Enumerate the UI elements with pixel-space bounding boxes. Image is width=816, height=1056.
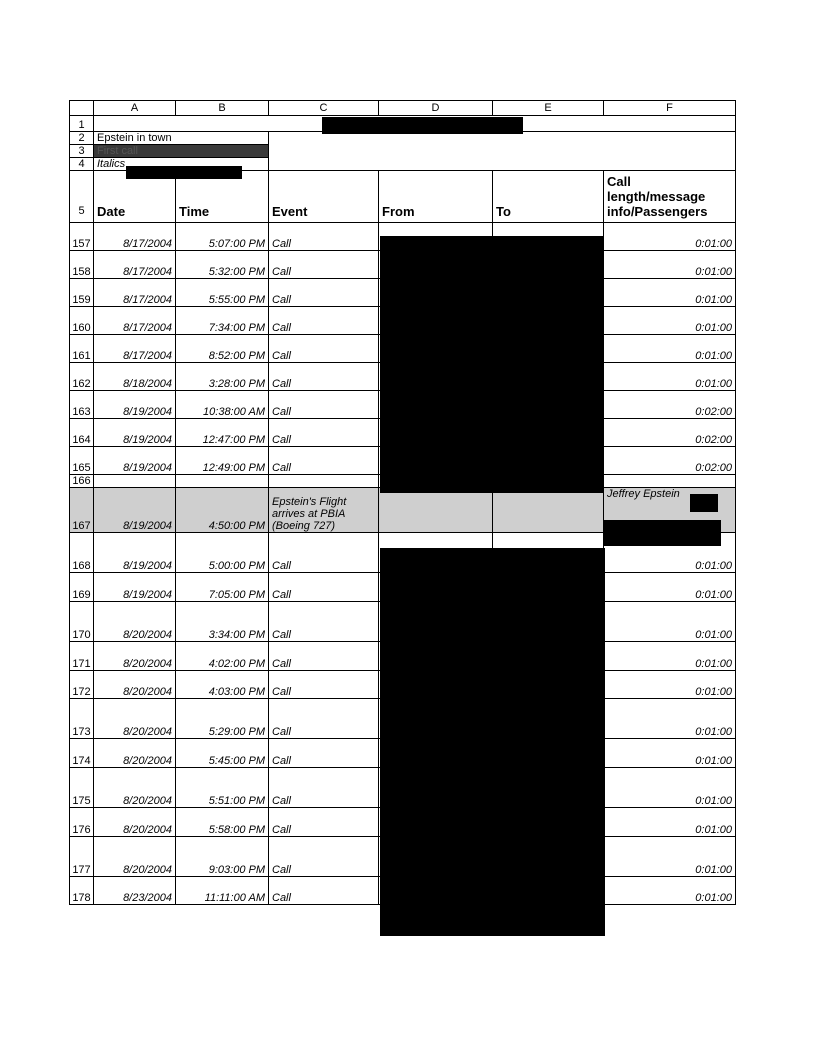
redaction-passenger-2 (603, 520, 721, 546)
redaction-legend (126, 166, 242, 179)
column-letter: A (94, 101, 176, 116)
redaction-passenger-1 (690, 494, 718, 512)
event-cell: Call (269, 533, 379, 573)
event-cell (269, 475, 379, 488)
date-cell: 8/20/2004 (94, 768, 176, 808)
row-number: 159 (70, 279, 94, 307)
date-cell: 8/19/2004 (94, 533, 176, 573)
redaction-from-to-block-2 (380, 548, 605, 936)
row-number: 174 (70, 739, 94, 768)
length-cell: 0:01:00 (604, 223, 736, 251)
date-cell: 8/17/2004 (94, 279, 176, 307)
time-cell: 5:07:00 PM (176, 223, 269, 251)
event-cell: Call (269, 877, 379, 905)
redaction-title (322, 117, 523, 134)
row-number: 172 (70, 671, 94, 699)
event-cell: Call (269, 602, 379, 642)
event-cell: Epstein's Flight arrives at PBIA (Boeing 727) (269, 488, 379, 533)
date-cell: 8/19/2004 (94, 447, 176, 475)
row-number: 164 (70, 419, 94, 447)
length-cell: 0:01:00 (604, 363, 736, 391)
row-number: 175 (70, 768, 94, 808)
event-cell: Call (269, 419, 379, 447)
row-number: 167 (70, 488, 94, 533)
row-number: 162 (70, 363, 94, 391)
length-cell: 0:01:00 (604, 533, 736, 573)
length-cell: 0:01:00 (604, 307, 736, 335)
length-cell: 0:01:00 (604, 739, 736, 768)
date-cell: 8/20/2004 (94, 642, 176, 671)
time-cell: 3:34:00 PM (176, 602, 269, 642)
row-number: 168 (70, 533, 94, 573)
date-cell: 8/19/2004 (94, 391, 176, 419)
header-call-length: Call length/message info/Passengers (604, 171, 736, 223)
row-number: 177 (70, 837, 94, 877)
legend-first-call: First call (94, 145, 269, 158)
length-cell: 0:01:00 (604, 671, 736, 699)
time-cell: 3:28:00 PM (176, 363, 269, 391)
event-cell: Call (269, 768, 379, 808)
time-cell: 4:02:00 PM (176, 642, 269, 671)
event-cell: Call (269, 739, 379, 768)
time-cell: 11:11:00 AM (176, 877, 269, 905)
event-cell: Call (269, 251, 379, 279)
header-to: To (493, 171, 604, 223)
length-cell: 0:02:00 (604, 391, 736, 419)
row-number: 178 (70, 877, 94, 905)
length-cell: 0:01:00 (604, 877, 736, 905)
event-cell: Call (269, 307, 379, 335)
from-cell (379, 488, 493, 533)
row-number: 158 (70, 251, 94, 279)
column-letter: E (493, 101, 604, 116)
date-cell: 8/20/2004 (94, 739, 176, 768)
date-cell: 8/19/2004 (94, 573, 176, 602)
date-cell: 8/17/2004 (94, 223, 176, 251)
date-cell: 8/17/2004 (94, 307, 176, 335)
header-from: From (379, 171, 493, 223)
length-cell: 0:01:00 (604, 642, 736, 671)
event-cell: Call (269, 363, 379, 391)
column-letter: D (379, 101, 493, 116)
date-cell: 8/19/2004 (94, 488, 176, 533)
event-cell: Call (269, 335, 379, 363)
date-cell: 8/20/2004 (94, 808, 176, 837)
length-cell: 0:01:00 (604, 573, 736, 602)
row-number: 176 (70, 808, 94, 837)
row-number: 171 (70, 642, 94, 671)
time-cell: 5:32:00 PM (176, 251, 269, 279)
header-event: Event (269, 171, 379, 223)
date-cell: 8/17/2004 (94, 335, 176, 363)
legend-blank-area (269, 132, 736, 171)
length-cell: 0:01:00 (604, 335, 736, 363)
row-number: 5 (70, 171, 94, 223)
time-cell: 5:51:00 PM (176, 768, 269, 808)
time-cell: 4:50:00 PM (176, 488, 269, 533)
length-cell: Jeffrey Epstein (604, 488, 736, 533)
legend-italics: Italics (94, 158, 269, 171)
redaction-from-to-block-1 (380, 236, 604, 493)
row-number: 160 (70, 307, 94, 335)
length-cell: 0:01:00 (604, 699, 736, 739)
date-cell: 8/20/2004 (94, 602, 176, 642)
time-cell: 5:00:00 PM (176, 533, 269, 573)
date-cell (94, 475, 176, 488)
date-cell: 8/19/2004 (94, 419, 176, 447)
date-cell: 8/20/2004 (94, 699, 176, 739)
column-letter: B (176, 101, 269, 116)
time-cell: 10:38:00 AM (176, 391, 269, 419)
row-number: 165 (70, 447, 94, 475)
length-cell: 0:01:00 (604, 768, 736, 808)
row-number: 2 (70, 132, 94, 145)
time-cell: 4:03:00 PM (176, 671, 269, 699)
time-cell: 7:05:00 PM (176, 573, 269, 602)
date-cell: 8/20/2004 (94, 837, 176, 877)
row-number: 4 (70, 158, 94, 171)
date-cell: 8/18/2004 (94, 363, 176, 391)
corner-cell (70, 101, 94, 116)
event-cell: Call (269, 671, 379, 699)
time-cell: 9:03:00 PM (176, 837, 269, 877)
length-cell: 0:02:00 (604, 419, 736, 447)
length-cell: 0:01:00 (604, 279, 736, 307)
time-cell: 5:58:00 PM (176, 808, 269, 837)
column-letter: F (604, 101, 736, 116)
time-cell: 5:29:00 PM (176, 699, 269, 739)
time-cell: 7:34:00 PM (176, 307, 269, 335)
row-number: 161 (70, 335, 94, 363)
row-number: 169 (70, 573, 94, 602)
row-number: 166 (70, 475, 94, 488)
row-number: 163 (70, 391, 94, 419)
to-cell (493, 488, 604, 533)
event-cell: Call (269, 699, 379, 739)
event-cell: Call (269, 808, 379, 837)
column-letter: C (269, 101, 379, 116)
length-cell: 0:01:00 (604, 837, 736, 877)
row-number: 157 (70, 223, 94, 251)
event-cell: Call (269, 447, 379, 475)
time-cell: 12:49:00 PM (176, 447, 269, 475)
time-cell: 5:45:00 PM (176, 739, 269, 768)
length-cell (604, 475, 736, 488)
length-cell: 0:01:00 (604, 808, 736, 837)
event-cell: Call (269, 223, 379, 251)
row-number: 173 (70, 699, 94, 739)
row-number: 3 (70, 145, 94, 158)
row-number: 170 (70, 602, 94, 642)
time-cell: 12:47:00 PM (176, 419, 269, 447)
row-number: 1 (70, 116, 94, 132)
length-cell: 0:02:00 (604, 447, 736, 475)
legend-epstein-in-town: Epstein in town (94, 132, 269, 145)
header-date: Date (94, 171, 176, 223)
date-cell: 8/20/2004 (94, 671, 176, 699)
time-cell: 5:55:00 PM (176, 279, 269, 307)
time-cell (176, 475, 269, 488)
event-cell: Call (269, 573, 379, 602)
length-cell: 0:01:00 (604, 251, 736, 279)
length-cell: 0:01:00 (604, 602, 736, 642)
event-cell: Call (269, 837, 379, 877)
time-cell: 8:52:00 PM (176, 335, 269, 363)
column-letter-row (70, 101, 736, 116)
date-cell: 8/17/2004 (94, 251, 176, 279)
event-cell: Call (269, 391, 379, 419)
date-cell: 8/23/2004 (94, 877, 176, 905)
header-time: Time (176, 171, 269, 223)
event-cell: Call (269, 642, 379, 671)
event-cell: Call (269, 279, 379, 307)
